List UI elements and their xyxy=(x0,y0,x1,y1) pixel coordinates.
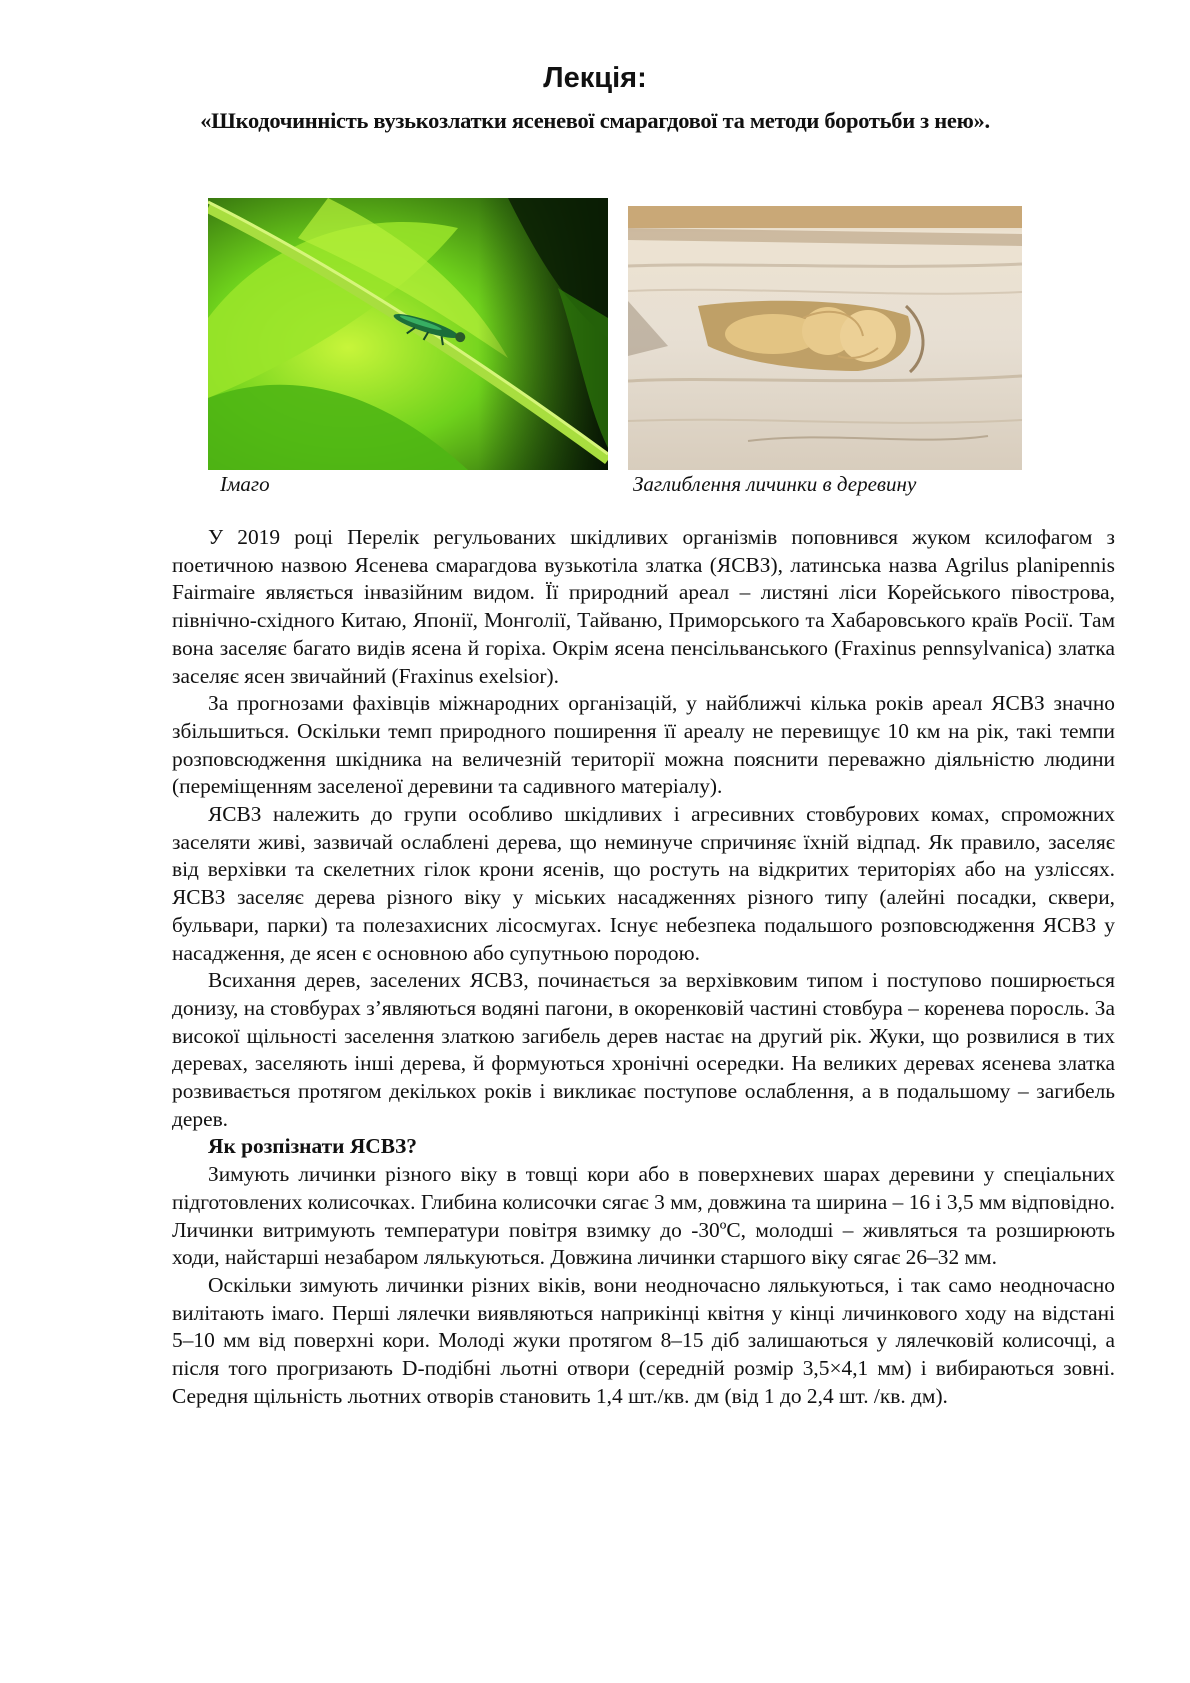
larva-in-wood-photo xyxy=(628,206,1022,470)
paragraph: Зимують личинки різного віку в товщі кори або в поверхневих шарах деревини у спеціальних підготовлених колисочках. Глибина колисочки сягає 3 мм, довжина та ширина – 16 і 3,5 мм відповідно. Личинки витримують температури повітря взимку до -30ºС, молодші – живляться та розширюють ходи, найстарші незабаром лялькуються. Довжина личинки старшого віку сягає 26–32 мм. xyxy=(172,1162,1115,1270)
paragraph: За прогнозами фахівців міжнародних організацій, у найближчі кілька років ареал ЯСВЗ значно збільшиться. Оскільки темп природного поширення її ареалу не перевищує 10 км на рік, такі темпи розповсюдження шкідника на величезній території можна пояснити переважно діяльністю людини (переміщенням заселеної деревини та садивного матеріалу). xyxy=(172,691,1115,799)
lecture-body xyxy=(172,524,1115,1411)
page-title: Лекція: xyxy=(543,62,647,94)
beetle-on-leaf-photo xyxy=(208,198,608,470)
photo-caption-larva: Заглиблення личинки в деревину xyxy=(633,472,917,496)
paragraph: ЯСВЗ належить до групи особливо шкідливих і агресивних стовбурових комах, спроможних заселяти живі, зазвичай ослаблені дерева, що неминуче спричиняє їхній відпад. Як правило, заселяє від верхівки та скелетних гілок крони ясенів, що ростуть на відкритих територіях або на узліссях. ЯСВЗ заселяє дерева різного віку у міських насадженнях різного типу (алейні посадки, сквери, бульвари, парки) та полезахисних лісосмугах. Існує небезпека подальшого розповсюдження ЯСВЗ у насадження, де ясен є основною або супутньою породою. xyxy=(172,802,1115,965)
section-heading: Як розпізнати ЯСВЗ? xyxy=(208,1134,417,1159)
lecture-subtitle: «Шкодочинність вузькозлатки ясеневої смарагдової та методи боротьби з нею». xyxy=(200,108,990,133)
paragraph: У 2019 році Перелік регульованих шкідливих організмів поповнився жуком ксилофагом з поетичною назвою Ясенева смарагдова вузькотіла златка (ЯСВЗ), латинська назва Agrilus planipennis Fairmaire являється інвазійним видом. Її природний ареал – листяні ліси Корейського півострова, північно-східного Китаю, Японії, Монголії, Тайваню, Приморського та Хабаровського країв Росії. Там вона заселяє багато видів ясена й горіха. Окрім ясена пенсільванського (Fraxinus pennsylvanica) златка заселяє ясен звичайний (Fraxinus exelsior). xyxy=(172,525,1115,688)
paragraph: Оскільки зимують личинки різних віків, вони неодночасно лялькуються, і так само неодночасно вилітають імаго. Перші лялечки виявляються наприкінці квітня у кінці личинкового ходу на відстані 5–10 мм від поверхні кори. Молоді жуки протягом 8–15 діб залишаються у лялечковій колисочці, а після того прогризають D-подібні льотні отвори (середній розмір 3,5×4,1 мм) і вибираються зовні. Середня щільність льотних отворів становить 1,4 шт./кв. дм (від 1 до 2,4 шт. /кв. дм). xyxy=(172,1272,1115,1408)
photo-caption-imago: Імаго xyxy=(220,472,270,496)
paragraph: Всихання дерев, заселених ЯСВЗ, починається за верхівковим типом і поступово поширюється донизу, на стовбурах з’являються водяні пагони, в окоренковій частині стовбура – коренева поросль. За високої щільності заселення златкою загибель дерев настає на другий рік. Жуки, що розвилися в тих деревах, заселяють інші дерева, й формуються хронічні осередки. На великих деревах ясенева златка розвивається протягом декількох років і викликає поступове ослаблення, а в подальшому – загибель дерев. xyxy=(172,968,1115,1131)
